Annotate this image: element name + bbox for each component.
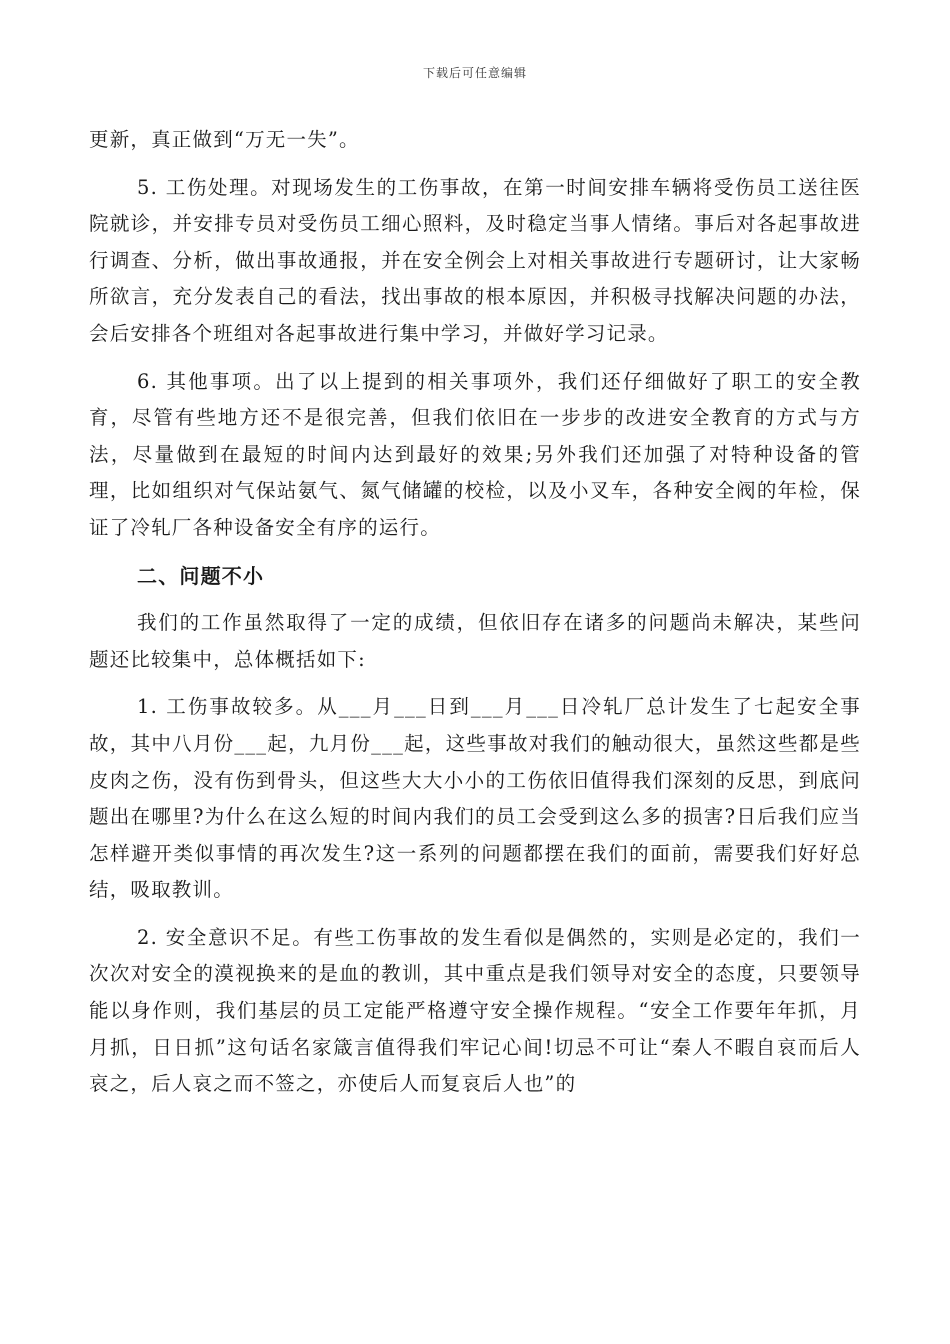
paragraph-injury-handling: 5. 工伤处理。对现场发生的工伤事故，在第一时间安排车辆将受伤员工送往医院就诊，并安排专员对受伤员工细心照料，及时稳定当事人情绪。事后对各起事故进行调查、分析，做出事故通报，并在安全例会上对相关事故进行专题研讨，让大家畅所欲言，充分发表自己的看法，找出事故的根本原因，并积极寻找解决问题的办法，会后安排各个班组对各起事故进行集中学习，并做好学习记录。: [89, 175, 861, 345]
paragraph-continuation: 更新，真正做到“万无一失”。: [89, 128, 360, 151]
paragraph-problems-intro: 我们的工作虽然取得了一定的成绩，但依旧存在诸多的问题尚未解决，某些问题还比较集中，总体概括如下:: [89, 611, 861, 671]
paragraph-many-accidents: 1. 工伤事故较多。从___月___日到___月___日冷轧厂总计发生了七起安全事故，其中八月份___起，九月份___起，这些事故对我们的触动很大，虽然这些都是些皮肉之伤，没有伤到骨头，但这些大大小小的工伤依旧值得我们深刻的反思，到底问题出在哪里?为什么在这么短的时间内我们的员工会受到这么多的损害?日后我们应当怎样避开类似事情的再次发生?这一系列的问题都摆在我们的面前，需要我们好好总结，吸取教训。: [89, 695, 861, 902]
paragraph-other-matters: 6. 其他事项。出了以上提到的相关事项外，我们还仔细做好了职工的安全教育，尽管有些地方还不是很完善，但我们依旧在一步步的改进安全教育的方式与方法，尽量做到在最短的时间内达到最好的效果;另外我们还加强了对特种设备的管理，比如组织对气保站氨气、氮气储罐的校检，以及小叉车，各种安全阀的年检，保证了冷轧厂各种设备安全有序的运行。: [89, 369, 861, 539]
paragraph-safety-awareness: 2. 安全意识不足。有些工伤事故的发生看似是偶然的，实则是必定的，我们一次次对安全的漠视换来的是血的教训，其中重点是我们领导对安全的态度，只要领导能以身作则，我们基层的员工定能严格遵守安全操作规程。“安全工作要年年抓，月月抓，日日抓”这句话名家箴言值得我们牢记心间!切忌不可让“秦人不暇自哀而后人哀之，后人哀之而不签之，亦使后人而复哀后人也”的: [89, 925, 861, 1096]
page-header: 下载后可任意编辑: [422, 66, 527, 80]
document-body: [89, 122, 861, 1103]
section-heading: 二、问题不小: [137, 563, 265, 588]
